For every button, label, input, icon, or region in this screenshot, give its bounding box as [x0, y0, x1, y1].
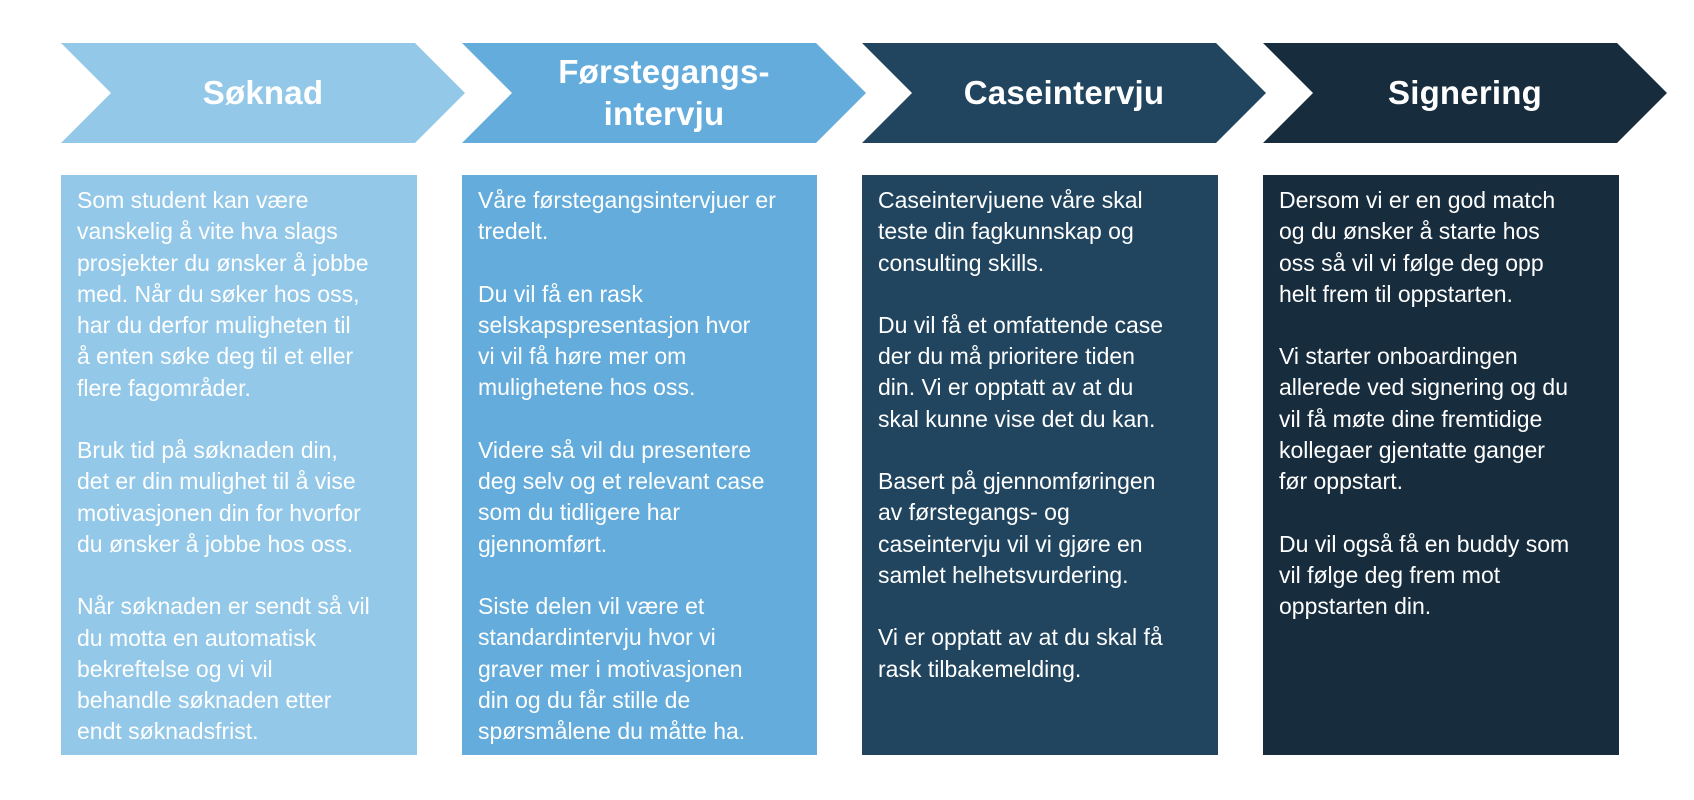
description-paragraph: Caseintervjuene våre skal teste din fagkunnskap og consulting skills. — [878, 187, 1143, 276]
description-paragraph: Vi starter onboardingen allerede ved signering og du vil få møte dine fremtidige kollegaer gjentatte ganger før oppstart. — [1279, 343, 1568, 495]
description-paragraph: Når søknaden er sendt så vil du motta en automatisk bekreftelse og vi vil behandle søknaden etter endt søknadsfrist. — [77, 593, 370, 745]
stage-title: Caseintervju — [963, 74, 1165, 111]
stage-description-box-soknad — [61, 175, 417, 755]
stage-chevron-caseintervju — [862, 0, 1266, 150]
stage-title: Søknad — [202, 74, 324, 111]
stage-description-box-forstegangsintervju — [462, 175, 817, 755]
stage-description-box-caseintervju — [862, 175, 1218, 755]
description-paragraph: Dersom vi er en god match og du ønsker å starte hos oss så vil vi følge deg opp helt frem til oppstarten. — [1279, 187, 1556, 307]
description-paragraph: Våre førstegangsintervjuer er tredelt. — [478, 187, 776, 245]
stage-chevron-forstegangsintervju — [462, 0, 866, 150]
description-paragraph: Du vil få et omfattende case der du må prioritere tiden din. Vi er opptatt av at du skal kunne vise det du kan. — [878, 311, 1164, 432]
description-paragraph: Videre så vil du presentere deg selv og et relevant case som du tidligere har gjennomført. — [478, 436, 765, 557]
stage-chevron-soknad — [61, 0, 465, 150]
description-paragraph: Bruk tid på søknaden din, det er din mulighet til å vise motivasjonen din for hvorfor du ønsker å jobbe hos oss. — [77, 437, 361, 557]
description-paragraph: Basert på gjennomføringen av førstegangs- og caseintervju vil vi gjøre en samlet helhetsvurdering. — [878, 468, 1156, 588]
stage-chevron-signering — [1263, 0, 1667, 150]
description-paragraph: Vi er opptatt av at du skal få rask tilbakemelding. — [878, 624, 1163, 682]
description-paragraph: Du vil få en rask selskapspresentasjon hvor vi vil få høre mer om mulighetene hos oss. — [478, 280, 751, 401]
description-paragraph: Siste delen vil være et standardintervju hvor vi graver mer i motivasjonen din og du får stille de spørsmålene du måtte ha. — [478, 592, 746, 745]
stage-title: Signering — [1388, 74, 1542, 111]
stage-description-box-signering — [1263, 175, 1619, 755]
description-paragraph: Du vil også få en buddy som vil følge deg frem mot oppstarten din. — [1279, 530, 1570, 620]
stage-title: Førstegangs- intervju — [558, 53, 770, 132]
description-paragraph: Som student kan være vanskelig å vite hva slags prosjekter du ønsker å jobbe med. Når du søker hos oss, har du derfor muligheten til å enten søke deg til et eller flere fagområder. — [77, 187, 369, 401]
